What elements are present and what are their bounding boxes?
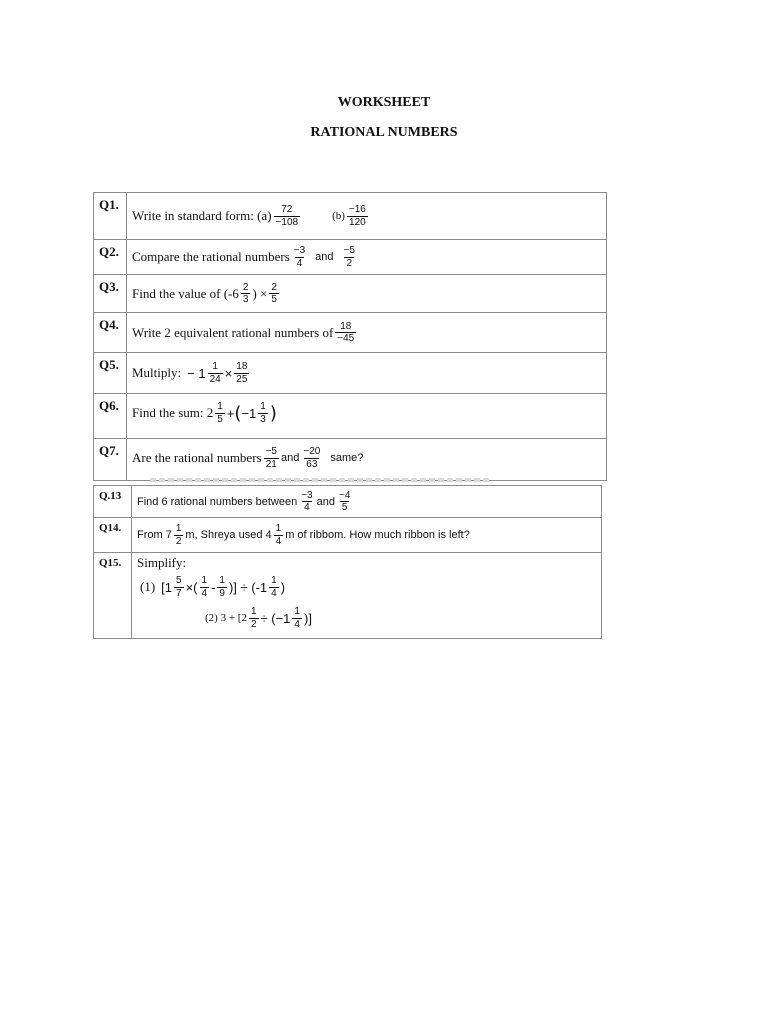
fraction: $\frac{18}{25}$ bbox=[236, 361, 248, 385]
fraction: $\frac{1}{24}$ bbox=[209, 361, 221, 385]
fraction: $\frac{5}{7}$ bbox=[176, 575, 182, 599]
fraction: $\frac{18}{-45}$ bbox=[337, 320, 355, 344]
question-number: Q15. bbox=[94, 553, 132, 639]
questions-table-1 bbox=[93, 192, 607, 481]
fraction: $\frac{-4}{5}$ bbox=[338, 489, 351, 513]
fraction: $\frac{1}{4}$ bbox=[271, 575, 277, 599]
fraction: $\frac{2}{5}$ bbox=[271, 281, 277, 305]
simplify-part-1: (1) [1 $\frac{5}{7}$ ×( $\frac{1}{4}$ - $\frac{1}{9}$ )] ÷ (-1 $\frac{1}{4}$ ) bbox=[140, 575, 286, 599]
question-text: Write 2 equivalent rational numbers of $\frac{18}{-45}$ bbox=[127, 313, 607, 353]
question-row-q14 bbox=[94, 518, 602, 553]
fraction: $\frac{-5}{2}$ bbox=[343, 245, 355, 269]
question-text: Simplify: (1) [1 $\frac{5}{7}$ ×( $\frac{1}{4}$ - $\frac{1}{9}$ )] ÷ (-1 $\frac{1}{4}$ ) (2) 3 + [2 $\frac{1}{2}$ ÷ (−1 $\frac{1}{4}$ )] bbox=[132, 553, 602, 639]
question-text: Write in standard form: (a) $\frac{72}{-108}$ (b) $\frac{-16}{120}$ bbox=[127, 193, 607, 240]
fraction: $\frac{1}{4}$ bbox=[294, 606, 300, 630]
question-row-q6 bbox=[94, 394, 607, 439]
fraction: $\frac{1}{2}$ bbox=[250, 606, 257, 630]
fraction: $\frac{-16}{120}$ bbox=[348, 204, 366, 228]
question-number: Q14. bbox=[94, 518, 132, 553]
question-number: Q6. bbox=[94, 394, 127, 439]
question-row-q2 bbox=[94, 240, 607, 275]
simplify-part-2: (2) 3 + [2 $\frac{1}{2}$ ÷ (−1 $\frac{1}{4}$ )] bbox=[205, 606, 312, 630]
fraction: $\frac{1}{5}$ bbox=[217, 401, 223, 425]
question-number: Q1. bbox=[94, 193, 127, 240]
question-row-q13 bbox=[94, 486, 602, 518]
question-number: Q7. bbox=[94, 439, 127, 481]
question-row-q15 bbox=[94, 553, 602, 639]
question-number: Q2. bbox=[94, 240, 127, 275]
question-text: Find 6 rational numbers between $\frac{-3}{4}$ and $\frac{-4}{5}$ bbox=[132, 486, 602, 518]
faded-text-strip bbox=[150, 478, 490, 482]
question-text: Find the sum: 2 $\frac{1}{5}$ + ( −1 $\frac{1}{3}$ ) bbox=[127, 394, 607, 439]
worksheet-subtitle: RATIONAL NUMBERS bbox=[310, 125, 458, 140]
fraction: $\frac{1}{3}$ bbox=[260, 401, 266, 425]
question-row-q1 bbox=[94, 193, 607, 240]
question-text: Find the value of (-6 $\frac{2}{3}$ ) × $\frac{2}{5}$ bbox=[127, 275, 607, 313]
question-row-q3 bbox=[94, 275, 607, 313]
question-row-q4 bbox=[94, 313, 607, 353]
worksheet-title: WORKSHEET bbox=[337, 95, 431, 110]
fraction: $\frac{-3}{4}$ bbox=[301, 489, 313, 513]
question-text: From 7 $\frac{1}{2}$ m, Shreya used 4 $\frac{1}{4}$ m of ribbom. How much ribbon is left? bbox=[132, 518, 602, 553]
fraction: $\frac{-3}{4}$ bbox=[293, 245, 306, 269]
question-text: Compare the rational numbers $\frac{-3}{4}$ and $\frac{-5}{2}$ bbox=[127, 240, 607, 275]
question-row-q7 bbox=[94, 439, 607, 481]
fraction: $\frac{2}{3}$ bbox=[242, 281, 249, 305]
question-number: Q4. bbox=[94, 313, 127, 353]
question-text: Multiply: − 1 $\frac{1}{24}$ × $\frac{18}{25}$ bbox=[127, 353, 607, 394]
fraction: $\frac{1}{4}$ bbox=[201, 575, 208, 599]
question-text: Are the rational numbers $\frac{-5}{21}$ and $\frac{-20}{63}$ same? bbox=[127, 439, 607, 481]
fraction: $\frac{1}{9}$ bbox=[219, 575, 225, 599]
question-number: Q3. bbox=[94, 275, 127, 313]
fraction: $\frac{-20}{63}$ bbox=[303, 446, 321, 470]
questions-table-2 bbox=[93, 485, 602, 639]
fraction: $\frac{-5}{21}$ bbox=[265, 446, 277, 470]
question-number: Q.13 bbox=[94, 486, 132, 518]
question-number: Q5. bbox=[94, 353, 127, 394]
question-row-q5 bbox=[94, 353, 607, 394]
fraction: $\frac{1}{4}$ bbox=[275, 523, 282, 547]
fraction: $\frac{1}{2}$ bbox=[175, 523, 182, 547]
fraction: $\frac{72}{-108}$ bbox=[275, 204, 299, 228]
